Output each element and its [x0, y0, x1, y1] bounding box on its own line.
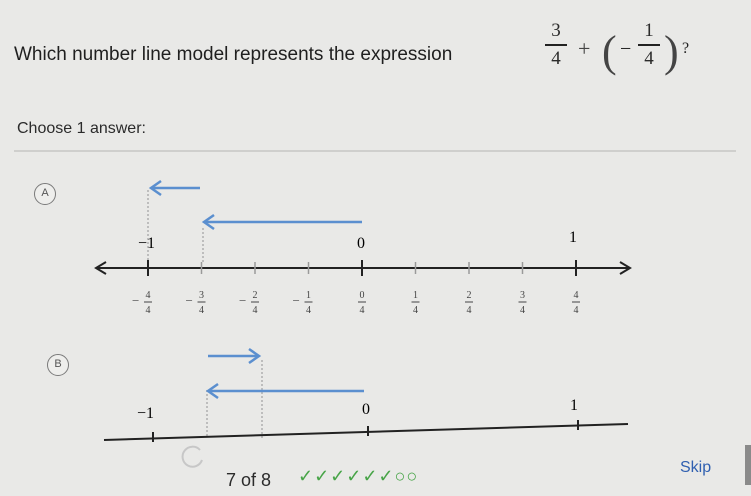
tick-fraction-label [519, 290, 527, 316]
right-paren: ) [664, 27, 679, 76]
tick-fraction-label [239, 290, 259, 316]
fraction-numerator: 1 [413, 290, 418, 301]
fraction-denominator: 4 [252, 305, 258, 316]
refresh-icon[interactable] [178, 442, 208, 472]
fraction-numerator: 4 [573, 290, 579, 301]
fraction-denominator: 4 [413, 305, 418, 316]
tick-fraction-label [358, 290, 366, 316]
tick-fraction-label [293, 290, 313, 316]
question-text: Which number line model represents the expression [14, 44, 453, 65]
fraction-sign: − [132, 293, 140, 308]
minus-sign: − [620, 38, 632, 60]
fraction-denominator: 4 [199, 305, 204, 316]
fraction-denominator: 4 [306, 305, 311, 316]
fraction-denominator: 4 [145, 305, 151, 316]
short-arrow-right [208, 349, 259, 363]
fraction-denominator: 4 [520, 305, 525, 316]
fraction-numerator: 2 [466, 290, 472, 301]
skip-button[interactable]: Skip [680, 459, 712, 476]
fraction-numerator: 3 [199, 290, 204, 301]
label-one: 1 [570, 397, 578, 414]
number-line-axis [104, 424, 628, 440]
tick-fraction-label [572, 290, 580, 316]
tick-fraction-label [132, 290, 152, 316]
fraction-denominator: 4 [573, 305, 579, 316]
fraction-numerator: 1 [644, 20, 654, 41]
plus-sign: + [578, 36, 591, 61]
label-neg-one: −1 [137, 405, 155, 422]
fraction-sign: − [292, 293, 300, 308]
label-zero: 0 [357, 235, 365, 252]
divider [14, 150, 736, 152]
long-arrow-left [204, 215, 362, 229]
left-paren: ( [602, 27, 617, 76]
label-one: 1 [569, 229, 577, 246]
fraction-sign: − [239, 293, 247, 308]
fraction-denominator: 4 [644, 47, 654, 69]
fraction-denominator: 4 [551, 47, 561, 69]
label-neg-one: −1 [138, 235, 156, 252]
fraction-numerator: 1 [306, 290, 311, 301]
question-mark: ? [682, 40, 690, 57]
choose-label: Choose 1 answer: [17, 120, 146, 137]
axis-right-arrowhead [620, 262, 630, 274]
tick-fraction-label [186, 290, 206, 316]
fraction-denominator: 4 [466, 305, 472, 316]
question-position: 7 of 8 [226, 470, 272, 490]
label-zero: 0 [362, 401, 370, 418]
fraction-bar [638, 44, 660, 46]
expression-fraction-2 [638, 20, 660, 70]
fraction-numerator: 0 [359, 290, 365, 301]
expression-fraction-1 [545, 20, 567, 70]
scrollbar[interactable] [745, 445, 751, 485]
axis-left-arrowhead [96, 262, 106, 274]
choice-a-radio[interactable]: A [34, 183, 56, 205]
fraction-numerator: 3 [551, 20, 561, 41]
choice-b-radio[interactable]: B [47, 354, 69, 376]
tick-fraction-label [412, 290, 420, 316]
fraction-sign: − [185, 293, 193, 308]
tick-fraction-label [465, 290, 473, 316]
fraction-numerator: 2 [252, 290, 258, 301]
progress-marks: ✓✓✓✓✓✓○○ [298, 466, 419, 486]
fraction-bar [545, 44, 567, 46]
fraction-numerator: 4 [145, 290, 151, 301]
fraction-denominator: 4 [359, 305, 365, 316]
long-arrow-left [208, 384, 364, 398]
short-arrow-left [151, 181, 200, 195]
fraction-numerator: 3 [520, 290, 525, 301]
